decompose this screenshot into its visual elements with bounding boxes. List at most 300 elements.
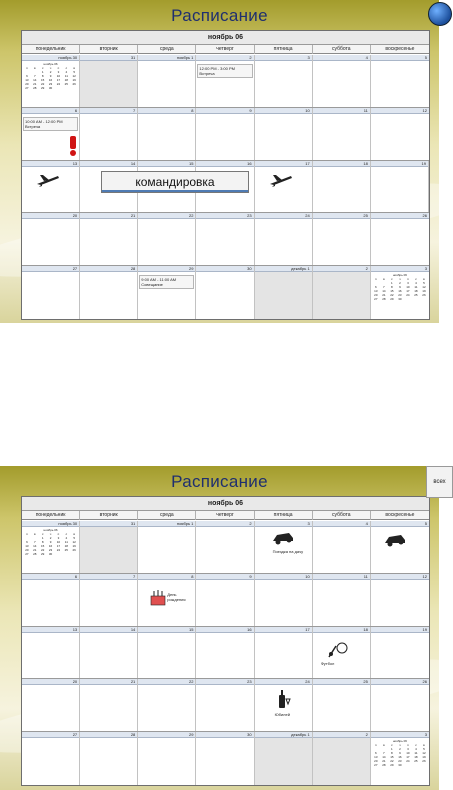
mini-calendar [23,62,78,90]
event-caption: Поездка на дачу [272,549,304,554]
day-number: 30 [196,732,253,738]
day-cell[interactable] [255,55,313,107]
mini-cal-day: 26 [72,82,76,86]
day-cell[interactable] [371,627,429,679]
weekday-mon: понедельник [22,511,80,520]
day-cell[interactable] [22,266,80,319]
day-number: 26 [371,213,429,219]
day-cell[interactable] [196,266,254,319]
day-cell[interactable] [196,521,254,573]
day-cell[interactable] [80,266,138,319]
mini-cal-day: 28 [33,86,37,90]
day-cell[interactable] [255,679,313,731]
mini-cal-day: 2 [49,70,52,74]
mini-cal-head: в [34,66,36,70]
day-number: 16 [196,161,253,167]
mini-cal-day: 20 [374,293,378,298]
day-number: 6 [22,108,79,114]
mini-cal-day: 21 [382,293,386,298]
mini-cal-day: 28 [382,763,386,768]
mini-cal-day: 9 [399,285,401,290]
mini-cal-day: 28 [382,297,386,302]
day-cell[interactable] [138,679,196,731]
day-cell[interactable] [80,732,138,785]
day-number: 27 [22,732,79,738]
mini-cal-day: 8 [391,285,393,290]
mini-cal-day: 7 [383,285,385,290]
mini-cal-day: 15 [41,544,45,548]
day-cell[interactable] [22,213,80,265]
day-number: 2 [196,521,253,527]
day-number: 6 [22,574,79,580]
mini-cal-day: 15 [390,755,394,760]
mini-cal-day: 12 [422,285,426,290]
mini-cal-day: 22 [41,548,45,552]
day-cell[interactable] [255,108,313,160]
day-number: ноябрь 30 [22,55,79,61]
day-number: ноябрь 1 [138,55,195,61]
mini-cal-day: 24 [406,293,410,298]
day-cell[interactable] [371,108,429,160]
day-number: 5 [371,521,429,527]
mini-cal-head: с [391,277,393,282]
mini-cal-head: в [383,743,385,748]
weekday-thu: четверг [196,511,254,520]
day-cell[interactable] [22,574,80,626]
weekday-sun: воскресенье [385,46,415,52]
mini-cal-title: ноябрь 06 [43,528,58,532]
day-number: 20 [22,679,79,685]
mini-cal-day: 9 [49,540,52,544]
day-cell[interactable] [313,679,371,731]
day-number: 28 [80,732,137,738]
mini-cal-day: 27 [374,763,378,768]
mini-cal-day: 10 [56,540,61,544]
birthday-cake-icon [150,588,166,606]
mini-cal-day: 21 [33,548,37,552]
day-cell[interactable] [371,574,429,626]
mini-cal-head: ч [399,277,401,282]
mini-cal-day: 22 [390,759,394,764]
day-number: 10 [255,108,312,114]
event-text: Совещание [141,282,163,288]
mini-cal-day: 30 [398,763,402,768]
mini-cal-head: в [423,743,425,748]
day-number: 7 [80,574,137,580]
mini-cal-day: 7 [33,74,36,78]
mini-cal-day: 3 [407,747,409,752]
mini-cal-day: 6 [375,751,377,756]
day-cell[interactable] [80,108,138,160]
mini-cal-day: 15 [390,289,394,294]
mini-cal-day: 4 [415,281,417,286]
mini-cal-day: 25 [414,759,418,764]
mini-cal-day: 13 [374,755,378,760]
weekday-sat: суббота [313,45,371,54]
mini-cal-head: п [375,743,377,748]
day-cell[interactable] [22,55,80,107]
weekday-fri: пятница [255,511,313,520]
day-cell[interactable] [196,627,254,679]
day-number: 27 [22,266,79,272]
mini-cal-day: 27 [25,552,29,556]
mini-cal-head: с [65,66,68,70]
mini-cal-day: 6 [375,285,377,290]
day-number: 24 [255,679,312,685]
day-cell[interactable] [371,266,429,319]
mini-cal-head: п [57,66,60,70]
day-cell[interactable] [371,679,429,731]
mini-cal-head: с [41,532,44,536]
day-cell[interactable] [255,627,313,679]
day-cell[interactable] [22,161,80,213]
mini-cal-day: 24 [406,759,410,764]
mini-cal-day: 2 [399,281,401,286]
day-cell[interactable] [371,161,429,213]
mini-cal-day: 14 [33,78,37,82]
mini-cal-day: 8 [41,540,44,544]
day-number: 7 [80,108,137,114]
day-number: 3 [371,266,429,272]
day-number: 23 [196,213,253,219]
day-number: 4 [313,521,370,527]
day-cell[interactable] [255,161,313,213]
week-row [22,679,429,732]
day-cell[interactable] [313,521,371,573]
mini-cal-day: 27 [374,297,378,302]
day-cell[interactable] [313,55,371,107]
mini-cal-head: в [73,66,75,70]
mini-cal-day: 23 [398,293,402,298]
day-number: 9 [196,574,253,580]
week-row [22,161,429,214]
car-icon [383,533,407,547]
mini-cal-day: 26 [72,548,76,552]
mini-cal-day: 22 [41,82,45,86]
mini-cal-day: 29 [41,552,45,556]
event-text: Встреча [25,123,41,129]
day-number: 21 [80,213,137,219]
day-number: 17 [255,161,312,167]
mini-cal-day: 6 [26,74,28,78]
day-number: 17 [255,627,312,633]
day-cell[interactable] [138,732,196,785]
day-cell[interactable] [255,574,313,626]
day-number: 20 [22,213,79,219]
day-cell[interactable] [80,521,138,573]
slide-2 [0,466,439,790]
event-caption: Футбол [320,660,335,666]
globe-icon[interactable] [428,2,452,26]
weekday-wed: среда [138,511,196,520]
day-number: 14 [80,161,137,167]
day-cell[interactable] [80,679,138,731]
mini-cal-head: с [41,66,44,70]
day-number: ноябрь 30 [22,521,79,527]
mini-cal-day [62,86,70,90]
day-number: 15 [138,627,195,633]
mini-cal-day [420,297,428,301]
mini-cal-grid [372,743,428,767]
day-cell[interactable] [196,732,254,785]
mini-cal-day: 16 [398,755,402,760]
day-cell[interactable] [371,213,429,265]
mini-cal-day: 17 [406,755,410,760]
mini-cal-day: 10 [406,751,410,756]
calendar [21,30,430,320]
mini-cal-head: п [375,277,377,282]
mini-cal-day: 14 [33,544,37,548]
event-caption: Юбилей [274,712,290,718]
mini-cal-day: 12 [72,540,76,544]
mini-cal-day: 4 [65,70,68,74]
day-cell[interactable] [371,55,429,107]
mini-cal-day: 12 [422,751,426,756]
mini-cal-day: 3 [57,536,60,540]
day-number: 28 [80,266,137,272]
day-number: 13 [22,161,79,167]
mini-cal-day [412,297,420,301]
mini-cal-day: 7 [33,540,36,544]
day-cell[interactable] [138,627,196,679]
week-row [22,574,429,627]
day-number: 18 [313,627,370,633]
mini-cal-day: 24 [56,82,61,86]
mini-cal-day: 18 [64,78,68,82]
mini-cal-day: 10 [406,285,410,290]
day-number: 31 [80,55,137,61]
mini-cal-day: 7 [383,751,385,756]
day-number: 18 [313,161,370,167]
day-number: 21 [80,679,137,685]
day-cell[interactable] [313,574,371,626]
weeks-grid [22,521,429,785]
mini-cal-head: в [383,277,385,282]
day-cell[interactable] [138,266,196,319]
day-number: 2 [313,266,370,272]
mini-cal-day: 19 [72,78,76,82]
mini-cal-day: 1 [391,281,393,286]
day-number: 10 [255,574,312,580]
mini-cal-grid [23,532,78,556]
day-cell[interactable] [313,627,371,679]
event-time: 12:00 PM - 3:00 PM [199,66,235,71]
day-cell[interactable] [313,266,371,319]
mini-cal-day: 5 [423,281,425,286]
mini-cal-day: 20 [25,548,29,552]
mini-cal-head: ч [49,532,52,536]
day-cell[interactable] [371,521,429,573]
mini-cal-day: 10 [56,74,61,78]
mini-cal-day: 8 [391,751,393,756]
day-number: 16 [196,627,253,633]
day-cell[interactable] [138,521,196,573]
day-cell[interactable] [313,161,371,213]
slide-title: Расписание [171,472,268,491]
day-cell[interactable] [138,213,196,265]
mini-cal-day: 25 [64,548,68,552]
mini-cal-day: 30 [48,86,53,90]
mini-cal-day: 23 [398,759,402,764]
day-cell[interactable] [138,55,196,107]
day-number: декабрь 1 [255,732,312,738]
day-number: 26 [371,679,429,685]
day-cell[interactable] [22,521,80,573]
event-meeting[interactable] [197,64,252,78]
day-number: 22 [138,213,195,219]
day-number: 30 [196,266,253,272]
week-row [22,55,429,108]
mini-cal-day: 21 [33,82,37,86]
day-number: 31 [80,521,137,527]
day-number: 3 [255,521,312,527]
day-cell[interactable] [80,627,138,679]
mini-cal-day: 16 [48,544,53,548]
mini-cal-day: 17 [56,544,61,548]
month-title: ноябрь 06 [22,497,429,511]
mini-cal-day: 1 [41,536,44,540]
day-cell[interactable] [255,732,313,785]
day-cell[interactable] [255,266,313,319]
weekday-sat: суббота [313,511,371,520]
day-cell[interactable] [255,213,313,265]
mini-cal-day: 13 [25,78,29,82]
day-cell[interactable] [22,732,80,785]
day-cell[interactable] [80,574,138,626]
mini-cal-day: 24 [56,548,61,552]
day-cell[interactable] [196,55,254,107]
mini-cal-day: 13 [25,544,29,548]
mini-cal-day: 15 [41,78,45,82]
mini-cal-day: 25 [414,293,418,298]
weekday-sun: воскресенье [385,512,415,518]
mini-cal-head: с [391,743,393,748]
mini-cal-head: с [415,743,417,748]
mini-cal-day: 23 [48,82,53,86]
day-number: 11 [313,574,370,580]
day-number: 3 [371,732,429,738]
car-icon [271,531,295,545]
mini-cal-day: 16 [398,289,402,294]
day-cell[interactable] [138,108,196,160]
mini-cal-day: 4 [415,747,417,752]
mini-cal-day: 29 [390,297,394,302]
day-number: 2 [196,55,253,61]
mini-cal-head: с [415,277,417,282]
mini-cal-day: 1 [391,747,393,752]
day-number: 8 [138,108,195,114]
week-view-button[interactable]: всех [426,466,453,498]
day-cell[interactable] [80,213,138,265]
mini-calendar [372,273,428,301]
day-cell[interactable] [22,627,80,679]
mini-cal-day: 9 [399,751,401,756]
day-cell[interactable] [196,574,254,626]
week-row [22,521,429,574]
mini-cal-head: п [407,277,409,282]
week-row [22,627,429,680]
mini-cal-head: с [65,532,68,536]
mini-cal-head: в [423,277,425,282]
mini-calendar [372,739,428,767]
mini-cal-day: 20 [374,759,378,764]
event-meeting[interactable] [139,275,194,289]
week-row [22,108,429,161]
mini-cal-day: 17 [406,289,410,294]
weekday-tue: вторник [80,45,138,54]
mini-cal-day: 11 [414,285,418,290]
day-number: 23 [196,679,253,685]
mini-cal-day: 17 [56,78,61,82]
day-cell[interactable] [313,732,371,785]
mini-cal-day: 23 [48,548,53,552]
weekday-header [22,511,429,520]
day-cell[interactable] [371,732,429,785]
mini-cal-day: 2 [49,536,52,540]
day-cell[interactable] [255,521,313,573]
mini-cal-title: ноябрь 06 [43,62,58,66]
week-row [22,732,429,785]
day-cell[interactable] [313,213,371,265]
week-row [22,266,429,319]
mini-cal-head: в [34,532,36,536]
mini-cal-day: 19 [422,755,426,760]
day-cell[interactable] [22,108,80,160]
day-cell[interactable] [138,574,196,626]
day-cell[interactable] [196,108,254,160]
weekday-tue: вторник [80,511,138,520]
day-number: 25 [313,213,370,219]
day-number: 22 [138,679,195,685]
mini-cal-day: 9 [49,74,52,78]
trip-bar[interactable]: командировка [101,171,249,193]
day-cell[interactable] [196,213,254,265]
mini-cal-day: 26 [422,293,426,298]
mini-cal-day: 26 [422,759,426,764]
event-text: Встреча [199,71,215,76]
day-cell[interactable] [313,108,371,160]
mini-cal-day: 25 [64,82,68,86]
mini-cal-day: 6 [26,540,28,544]
day-cell[interactable] [196,679,254,731]
mini-cal-day: 12 [72,74,76,78]
day-cell[interactable] [80,55,138,107]
mini-cal-day [420,763,428,767]
weekday-mon: понедельник [22,45,80,54]
weeks-grid [22,55,429,319]
slide-title: Расписание [171,6,268,25]
day-number: 19 [371,161,428,167]
mini-cal-day: 5 [73,536,76,540]
mini-cal-day: 3 [407,281,409,286]
mini-cal-day: 8 [41,74,44,78]
mini-cal-day: 28 [33,552,37,556]
mini-cal-head: п [26,66,28,70]
day-cell[interactable] [22,679,80,731]
airplane-icon [36,173,60,187]
exclamation-icon [70,136,76,156]
mini-cal-day: 30 [398,297,402,302]
weekday-wed: среда [138,45,196,54]
day-number: 25 [313,679,370,685]
mini-cal-day [55,552,63,556]
weekday-fri: пятница [255,45,313,54]
mini-cal-head: п [26,532,28,536]
event-meeting[interactable] [23,117,78,131]
mini-cal-day: 1 [41,70,44,74]
mini-cal-day [62,552,70,556]
mini-cal-day: 11 [64,74,68,78]
